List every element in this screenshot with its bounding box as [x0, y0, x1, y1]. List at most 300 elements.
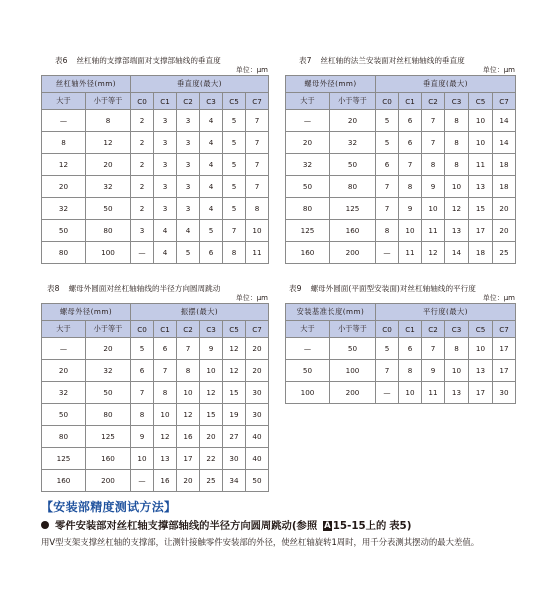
grade-header: C2 — [422, 321, 445, 338]
value-cell: 3 — [154, 154, 177, 176]
table-row — [42, 404, 269, 426]
value-cell: 7 — [422, 132, 445, 154]
range-max-cell: 80 — [86, 220, 131, 242]
range-min-cell: 50 — [42, 220, 86, 242]
value-cell: 11 — [469, 154, 493, 176]
header-max: 小于等于 — [330, 321, 376, 338]
table-block-6 — [41, 56, 268, 264]
grade-header: C5 — [223, 93, 246, 110]
value-cell: 15 — [223, 382, 246, 404]
value-cell: 2 — [131, 110, 154, 132]
range-max-cell: 20 — [330, 110, 376, 132]
value-cell: 20 — [493, 198, 516, 220]
method-paragraph: 用V型支架支撑丝杠轴的支撑部，让测针接触零件安装部的外径，使丝杠轴旋转1周时，用千分表测其摆动的最大差值。 — [41, 537, 480, 547]
table-body — [286, 338, 516, 404]
value-cell: 12 — [200, 382, 223, 404]
value-cell: 16 — [177, 426, 200, 448]
value-cell: 5 — [223, 154, 246, 176]
subheading-text: 零件安装部对丝杠轴支撑部轴线的半径方向圆周跳动(参照 — [55, 520, 318, 532]
range-max-cell: 50 — [330, 338, 376, 360]
header-value: 垂直度(最大) — [376, 76, 516, 93]
header-main: 螺母外径(mm) — [286, 76, 376, 93]
value-cell: 12 — [177, 404, 200, 426]
value-cell: 7 — [177, 338, 200, 360]
value-cell: 17 — [469, 220, 493, 242]
value-cell: 25 — [493, 242, 516, 264]
value-cell: 9 — [422, 176, 445, 198]
value-cell: 11 — [399, 242, 422, 264]
range-min-cell: 80 — [286, 198, 330, 220]
table-row — [286, 220, 516, 242]
grade-header: C5 — [469, 93, 493, 110]
table-row — [286, 154, 516, 176]
value-cell: 14 — [493, 132, 516, 154]
range-min-cell: 80 — [42, 426, 86, 448]
value-cell: 4 — [200, 132, 223, 154]
value-cell: — — [376, 382, 399, 404]
range-max-cell: 80 — [330, 176, 376, 198]
grade-header: C5 — [223, 321, 246, 338]
value-cell: 4 — [200, 198, 223, 220]
range-max-cell: 12 — [86, 132, 131, 154]
table-row — [42, 448, 269, 470]
table-title: 丝杠轴的支撑部端面对支撑部轴线的垂直度 — [76, 56, 221, 65]
grade-header: C1 — [399, 93, 422, 110]
range-min-cell: 32 — [42, 198, 86, 220]
value-cell: 10 — [399, 382, 422, 404]
grade-header: C2 — [177, 321, 200, 338]
value-cell: 10 — [445, 360, 469, 382]
value-cell: 12 — [422, 242, 445, 264]
value-cell: 11 — [422, 220, 445, 242]
value-cell: 9 — [131, 426, 154, 448]
range-max-cell: 20 — [86, 154, 131, 176]
table-title: 螺母外圆面(平面型安装面)对丝杠轴轴线的平行度 — [310, 284, 476, 293]
grade-header: C7 — [493, 93, 516, 110]
table-row — [286, 242, 516, 264]
range-min-cell: 50 — [286, 176, 330, 198]
value-cell: 17 — [469, 382, 493, 404]
grade-header: C3 — [200, 321, 223, 338]
reference-book-icon: A — [324, 521, 331, 531]
range-max-cell: 200 — [86, 470, 131, 492]
subheading-reference-table: 表5) — [389, 520, 412, 532]
value-cell: 4 — [200, 176, 223, 198]
range-max-cell: 80 — [86, 404, 131, 426]
value-cell: 6 — [376, 154, 399, 176]
range-max-cell: 50 — [86, 382, 131, 404]
range-min-cell: — — [42, 110, 86, 132]
value-cell: 10 — [445, 176, 469, 198]
value-cell: 13 — [154, 448, 177, 470]
value-cell: 7 — [246, 154, 269, 176]
value-cell: 10 — [399, 220, 422, 242]
value-cell: 3 — [177, 154, 200, 176]
table-body — [42, 110, 269, 264]
value-cell: 2 — [131, 154, 154, 176]
value-cell: 20 — [246, 338, 269, 360]
range-max-cell: 200 — [330, 382, 376, 404]
table-block-9 — [285, 284, 515, 404]
value-cell: 15 — [200, 404, 223, 426]
value-cell: 30 — [246, 382, 269, 404]
header-min: 大于 — [286, 93, 330, 110]
value-cell: 3 — [177, 176, 200, 198]
value-cell: 8 — [445, 338, 469, 360]
value-cell: 10 — [154, 404, 177, 426]
grade-header: C0 — [131, 321, 154, 338]
value-cell: 17 — [493, 338, 516, 360]
value-cell: 17 — [493, 360, 516, 382]
value-cell: 8 — [422, 154, 445, 176]
range-max-cell: 160 — [86, 448, 131, 470]
value-cell: 12 — [223, 360, 246, 382]
table-row — [42, 360, 269, 382]
value-cell: 8 — [177, 360, 200, 382]
table-row — [42, 176, 269, 198]
table-number: 表9 — [289, 284, 302, 293]
unit-label: 单位：μm — [482, 66, 515, 74]
table-row — [286, 176, 516, 198]
value-cell: 25 — [200, 470, 223, 492]
spec-table — [285, 303, 516, 404]
value-cell: 3 — [131, 220, 154, 242]
subheader-row — [42, 93, 269, 110]
value-cell: 5 — [223, 110, 246, 132]
value-cell: 10 — [246, 220, 269, 242]
range-min-cell: 20 — [286, 132, 330, 154]
value-cell: 40 — [246, 426, 269, 448]
value-cell: 5 — [131, 338, 154, 360]
value-cell: 6 — [154, 338, 177, 360]
range-max-cell: 20 — [86, 338, 131, 360]
range-min-cell: — — [286, 110, 330, 132]
value-cell: 5 — [376, 338, 399, 360]
value-cell: 10 — [131, 448, 154, 470]
spec-table — [41, 75, 269, 264]
value-cell: 12 — [223, 338, 246, 360]
grade-header: C0 — [376, 321, 399, 338]
value-cell: 5 — [200, 220, 223, 242]
grade-header: C0 — [131, 93, 154, 110]
table-caption — [285, 284, 515, 294]
range-min-cell: 100 — [286, 382, 330, 404]
value-cell: 3 — [154, 198, 177, 220]
grade-header: C2 — [422, 93, 445, 110]
value-cell: 3 — [177, 110, 200, 132]
value-cell: 10 — [469, 132, 493, 154]
header-row — [286, 76, 516, 93]
header-value: 垂直度(最大) — [131, 76, 269, 93]
value-cell: 7 — [376, 360, 399, 382]
value-cell: 13 — [445, 382, 469, 404]
value-cell: 5 — [223, 176, 246, 198]
table-caption — [285, 56, 515, 66]
range-min-cell: 20 — [42, 360, 86, 382]
value-cell: 5 — [376, 132, 399, 154]
table-title: 丝杠轴的法兰安装面对丝杠轴轴线的垂直度 — [320, 56, 465, 65]
grade-header: C7 — [246, 321, 269, 338]
range-min-cell: 20 — [42, 176, 86, 198]
range-min-cell: 50 — [42, 404, 86, 426]
header-row — [42, 304, 269, 321]
value-cell: 7 — [246, 110, 269, 132]
value-cell: 9 — [422, 360, 445, 382]
header-max: 小于等于 — [330, 93, 376, 110]
table-body — [286, 110, 516, 264]
header-min: 大于 — [286, 321, 330, 338]
table-row — [42, 132, 269, 154]
value-cell: 8 — [246, 198, 269, 220]
value-cell: 4 — [154, 242, 177, 264]
grade-header: C2 — [177, 93, 200, 110]
grade-header: C0 — [376, 93, 399, 110]
value-cell: 9 — [399, 198, 422, 220]
value-cell: 11 — [422, 382, 445, 404]
value-cell: 3 — [177, 132, 200, 154]
range-min-cell: 160 — [42, 470, 86, 492]
value-cell: 4 — [154, 220, 177, 242]
range-min-cell: 125 — [286, 220, 330, 242]
value-cell: 13 — [469, 176, 493, 198]
value-cell: 8 — [131, 404, 154, 426]
value-cell: 6 — [131, 360, 154, 382]
grade-header: C1 — [154, 93, 177, 110]
grade-header: C7 — [493, 321, 516, 338]
value-cell: 8 — [445, 132, 469, 154]
table-row — [286, 382, 516, 404]
value-cell: 20 — [246, 360, 269, 382]
value-cell: 19 — [223, 404, 246, 426]
table-block-8 — [41, 284, 268, 492]
unit-label: 单位：μm — [235, 66, 268, 74]
value-cell: — — [131, 242, 154, 264]
grade-header: C7 — [246, 93, 269, 110]
value-cell: 3 — [177, 198, 200, 220]
subheader-row — [42, 321, 269, 338]
spec-table — [285, 75, 516, 264]
table-row — [42, 110, 269, 132]
value-cell: 20 — [493, 220, 516, 242]
grade-header: C3 — [445, 321, 469, 338]
value-cell: 40 — [246, 448, 269, 470]
value-cell: 2 — [131, 198, 154, 220]
value-cell: 10 — [469, 338, 493, 360]
value-cell: 18 — [469, 242, 493, 264]
value-cell: 8 — [399, 176, 422, 198]
table-number: 表8 — [47, 284, 60, 293]
value-cell: 13 — [445, 220, 469, 242]
range-min-cell: — — [42, 338, 86, 360]
value-cell: 4 — [200, 154, 223, 176]
subheading-reference: 15-15上的 — [332, 520, 387, 532]
value-cell: 30 — [246, 404, 269, 426]
range-min-cell: 50 — [286, 360, 330, 382]
value-cell: 3 — [154, 176, 177, 198]
bullet-icon — [41, 521, 49, 529]
range-max-cell: 160 — [330, 220, 376, 242]
table-number: 表7 — [299, 56, 312, 65]
value-cell: 9 — [200, 338, 223, 360]
range-min-cell: 160 — [286, 242, 330, 264]
table-title: 螺母外圆面对丝杠轴轴线的半径方向圆周跳动 — [68, 284, 221, 293]
value-cell: 10 — [177, 382, 200, 404]
table-row — [286, 198, 516, 220]
value-cell: 14 — [493, 110, 516, 132]
value-cell: 6 — [200, 242, 223, 264]
value-cell: 18 — [493, 176, 516, 198]
grade-header: C3 — [200, 93, 223, 110]
range-max-cell: 125 — [330, 198, 376, 220]
value-cell: 13 — [469, 360, 493, 382]
value-cell: 4 — [200, 110, 223, 132]
spec-table — [41, 303, 269, 492]
range-max-cell: 100 — [86, 242, 131, 264]
value-cell: 12 — [445, 198, 469, 220]
value-cell: 34 — [223, 470, 246, 492]
value-cell: 2 — [131, 132, 154, 154]
header-main: 螺母外径(mm) — [42, 304, 131, 321]
value-cell: 30 — [493, 382, 516, 404]
value-cell: 30 — [223, 448, 246, 470]
range-max-cell: 32 — [86, 360, 131, 382]
value-cell: 20 — [177, 470, 200, 492]
range-min-cell: — — [286, 338, 330, 360]
value-cell: 17 — [177, 448, 200, 470]
value-cell: 7 — [376, 176, 399, 198]
value-cell: 7 — [422, 338, 445, 360]
header-main: 安装基准长度(mm) — [286, 304, 376, 321]
value-cell: 16 — [154, 470, 177, 492]
range-max-cell: 32 — [330, 132, 376, 154]
value-cell: 22 — [200, 448, 223, 470]
value-cell: 27 — [223, 426, 246, 448]
header-max: 小于等于 — [86, 93, 131, 110]
value-cell: 7 — [246, 132, 269, 154]
range-min-cell: 12 — [42, 154, 86, 176]
value-cell: 5 — [177, 242, 200, 264]
value-cell: 7 — [223, 220, 246, 242]
value-cell: 7 — [154, 360, 177, 382]
value-cell: 4 — [177, 220, 200, 242]
range-max-cell: 32 — [86, 176, 131, 198]
range-max-cell: 125 — [86, 426, 131, 448]
value-cell: 6 — [399, 110, 422, 132]
value-cell: 7 — [131, 382, 154, 404]
value-cell: 7 — [399, 154, 422, 176]
header-row — [286, 304, 516, 321]
header-value: 振摆(最大) — [131, 304, 269, 321]
value-cell: 8 — [223, 242, 246, 264]
value-cell: 15 — [469, 198, 493, 220]
table-row — [42, 470, 269, 492]
range-min-cell: 80 — [42, 242, 86, 264]
table-body — [42, 338, 269, 492]
table-row — [42, 220, 269, 242]
value-cell: 11 — [246, 242, 269, 264]
value-cell: 10 — [422, 198, 445, 220]
value-cell: 8 — [399, 360, 422, 382]
value-cell: 5 — [223, 198, 246, 220]
table-row — [42, 382, 269, 404]
value-cell: 50 — [246, 470, 269, 492]
range-min-cell: 32 — [42, 382, 86, 404]
range-max-cell: 100 — [330, 360, 376, 382]
range-max-cell: 50 — [330, 154, 376, 176]
range-max-cell: 50 — [86, 198, 131, 220]
value-cell: 3 — [154, 110, 177, 132]
header-min: 大于 — [42, 93, 86, 110]
value-cell: 18 — [493, 154, 516, 176]
header-max: 小于等于 — [86, 321, 131, 338]
table-row — [286, 338, 516, 360]
value-cell: 6 — [399, 132, 422, 154]
header-row — [42, 76, 269, 93]
value-cell: 5 — [223, 132, 246, 154]
value-cell: 8 — [376, 220, 399, 242]
header-main: 丝杠轴外径(mm) — [42, 76, 131, 93]
header-min: 大于 — [42, 321, 86, 338]
grade-header: C5 — [469, 321, 493, 338]
value-cell: — — [376, 242, 399, 264]
value-cell: 10 — [469, 110, 493, 132]
table-block-7 — [285, 56, 515, 264]
subheader-row — [286, 93, 516, 110]
table-row — [286, 132, 516, 154]
range-max-cell: 200 — [330, 242, 376, 264]
value-cell: 3 — [154, 132, 177, 154]
table-caption — [41, 56, 268, 66]
range-min-cell: 32 — [286, 154, 330, 176]
subheading — [41, 517, 411, 532]
grade-header: C1 — [399, 321, 422, 338]
value-cell: 7 — [246, 176, 269, 198]
value-cell: — — [131, 470, 154, 492]
value-cell: 5 — [376, 110, 399, 132]
table-caption — [41, 284, 268, 294]
range-max-cell: 8 — [86, 110, 131, 132]
value-cell: 8 — [445, 110, 469, 132]
value-cell: 7 — [422, 110, 445, 132]
grade-header: C3 — [445, 93, 469, 110]
table-row — [42, 198, 269, 220]
value-cell: 6 — [399, 338, 422, 360]
range-min-cell: 125 — [42, 448, 86, 470]
unit-label: 单位：μm — [235, 294, 268, 302]
value-cell: 8 — [445, 154, 469, 176]
table-row — [42, 426, 269, 448]
header-value: 平行度(最大) — [376, 304, 516, 321]
value-cell: 14 — [445, 242, 469, 264]
value-cell: 8 — [154, 382, 177, 404]
value-cell: 7 — [376, 198, 399, 220]
table-row — [42, 242, 269, 264]
value-cell: 12 — [154, 426, 177, 448]
grade-header: C1 — [154, 321, 177, 338]
subheader-row — [286, 321, 516, 338]
range-min-cell: 8 — [42, 132, 86, 154]
table-row — [42, 154, 269, 176]
value-cell: 20 — [200, 426, 223, 448]
section-title: 【安装部精度测试方法】 — [41, 500, 177, 514]
value-cell: 10 — [200, 360, 223, 382]
table-row — [286, 110, 516, 132]
table-row — [42, 338, 269, 360]
table-row — [286, 360, 516, 382]
value-cell: 2 — [131, 176, 154, 198]
table-number: 表6 — [55, 56, 68, 65]
unit-label: 单位：μm — [482, 294, 515, 302]
